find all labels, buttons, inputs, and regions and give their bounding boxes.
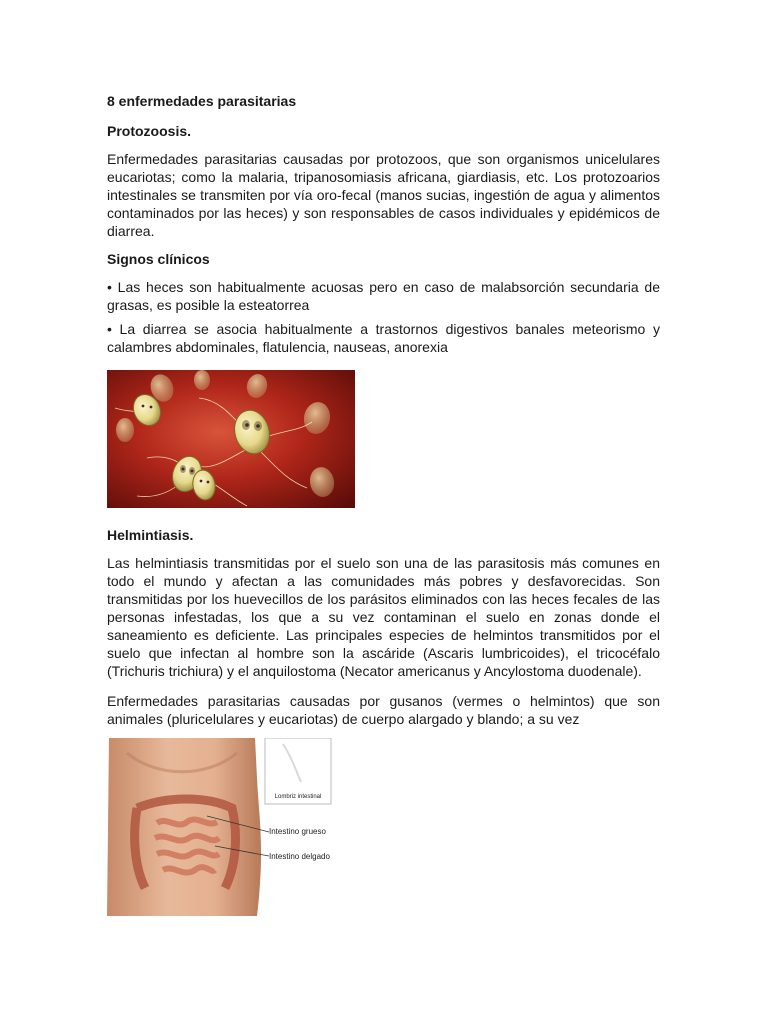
helmintiasis-paragraph-2: Enfermedades parasitarias causadas por gusanos (vermes o helmintos) que son animales (pluricelulares y eucariotas) de cuerpo alargado y blando; a su vez bbox=[107, 693, 660, 727]
signos-heading: Signos clínicos bbox=[107, 251, 210, 267]
intestine-anatomy-image bbox=[107, 738, 343, 916]
signos-bullet-1: • Las heces son habitualmente acuosas pero en caso de malabsorción secundaria de grasas, es posible la esteatorrea bbox=[107, 279, 660, 313]
document-title: 8 enfermedades parasitarias bbox=[107, 93, 297, 109]
protozoosis-heading: Protozoosis. bbox=[107, 123, 192, 139]
helmintiasis-paragraph-1: Las helmintiasis transmitidas por el suelo son una de las parasitosis más comunes en todo el mundo y afectan a las comunidades más pobres y desfavorecidas. Son transmitidas por los huevecillos de los parásitos eliminados con las heces fecales de las personas infestadas, los que a su vez contaminan el suelo en zonas donde el saneamiento es deficiente. Las principales especies de helmintos transmitidos por el suelo que infectan al hombre son la ascáride (Ascaris lumbricoides), el tricocéfalo (Trichuris trichiura) y el anquilostoma (Necator americanus y Ancylostoma duodenale). bbox=[107, 555, 660, 679]
signos-bullet-2: • La diarrea se asocia habitualmente a trastornos digestivos banales meteorismo y calambres abdominales, flatulencia, nauseas, anorexia bbox=[107, 321, 660, 355]
document-page bbox=[107, 92, 660, 934]
giardia-image bbox=[107, 370, 355, 508]
helmintiasis-heading: Helmintiasis. bbox=[107, 527, 194, 543]
worm-label: Lombriz intestinal bbox=[274, 794, 322, 800]
protozoosis-paragraph: Enfermedades parasitarias causadas por protozoos, que son organismos unicelulares eucariotas; como la malaria, tripanosomiasis africana, giardiasis, etc. Los protozoarios intestinales se transmiten por vía oro-fecal (manos sucias, ingestión de agua y alimentos contaminados por las heces) y son responsables de casos individuales y epidémicos de diarrea. bbox=[107, 151, 660, 239]
large-intestine-label: Intestino grueso bbox=[269, 827, 326, 836]
small-intestine-label: Intestino delgado bbox=[269, 852, 330, 861]
